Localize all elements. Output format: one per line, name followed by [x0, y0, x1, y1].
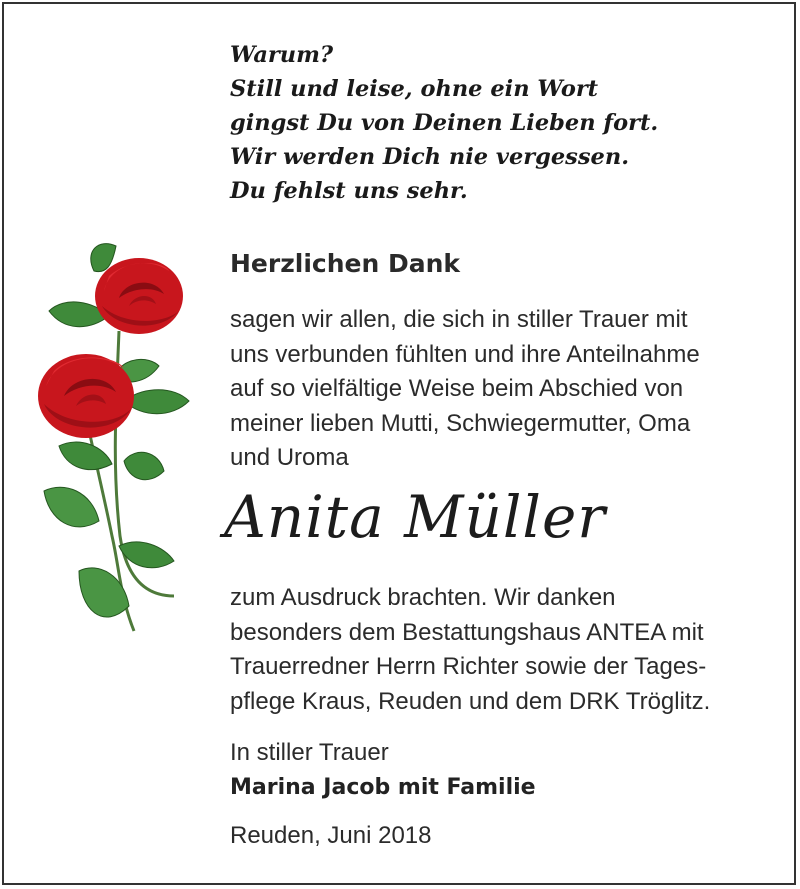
thanks-paragraph	[230, 303, 700, 476]
text-line: auf so vielfältige Weise beim Abschied von	[230, 375, 684, 402]
text-line: Trauerredner Herrn Richter sowie der Tages-	[230, 653, 707, 680]
poem-line: Still und leise, ohne ein Wort	[230, 76, 599, 102]
deceased-name: Anita Müller	[224, 483, 607, 551]
rose-bloom	[38, 354, 134, 438]
rose-bloom	[95, 258, 183, 334]
text-line: meiner lieben Mutti, Schwiegermutter, Oma	[230, 409, 691, 437]
family-signature: Marina Jacob mit Familie	[230, 775, 536, 800]
mourning-phrase: In stiller Trauer	[230, 739, 389, 766]
leaf	[44, 487, 99, 527]
leaf	[59, 442, 112, 470]
text-line: besonders dem Bestattungshaus ANTEA mit	[230, 618, 704, 646]
place-date: Reuden, Juni 2018	[230, 822, 432, 849]
text-line: zum Ausdruck brachten. Wir danken	[230, 584, 616, 611]
poem-line: Warum?	[230, 42, 334, 68]
text-line: pflege Kraus, Reuden und dem DRK Tröglitz.	[230, 687, 711, 715]
poem-line: gingst Du von Deinen Lieben fort.	[230, 110, 659, 136]
poem-line: Du fehlst uns sehr.	[230, 178, 468, 204]
red-roses-illustration	[24, 236, 204, 646]
thanks-heading: Herzlichen Dank	[230, 249, 461, 278]
text-line: und Uroma	[230, 444, 349, 471]
text-line: uns verbunden fühlten und ihre Anteilnahme	[230, 340, 700, 368]
text-line: sagen wir allen, die sich in stiller Trauer mit	[230, 306, 688, 333]
poem	[230, 38, 658, 208]
poem-line: Wir werden Dich nie vergessen.	[230, 144, 630, 170]
acknowledgement-paragraph	[230, 581, 710, 719]
leaf	[79, 568, 129, 617]
leaf	[124, 452, 164, 479]
obituary-card	[2, 2, 796, 885]
